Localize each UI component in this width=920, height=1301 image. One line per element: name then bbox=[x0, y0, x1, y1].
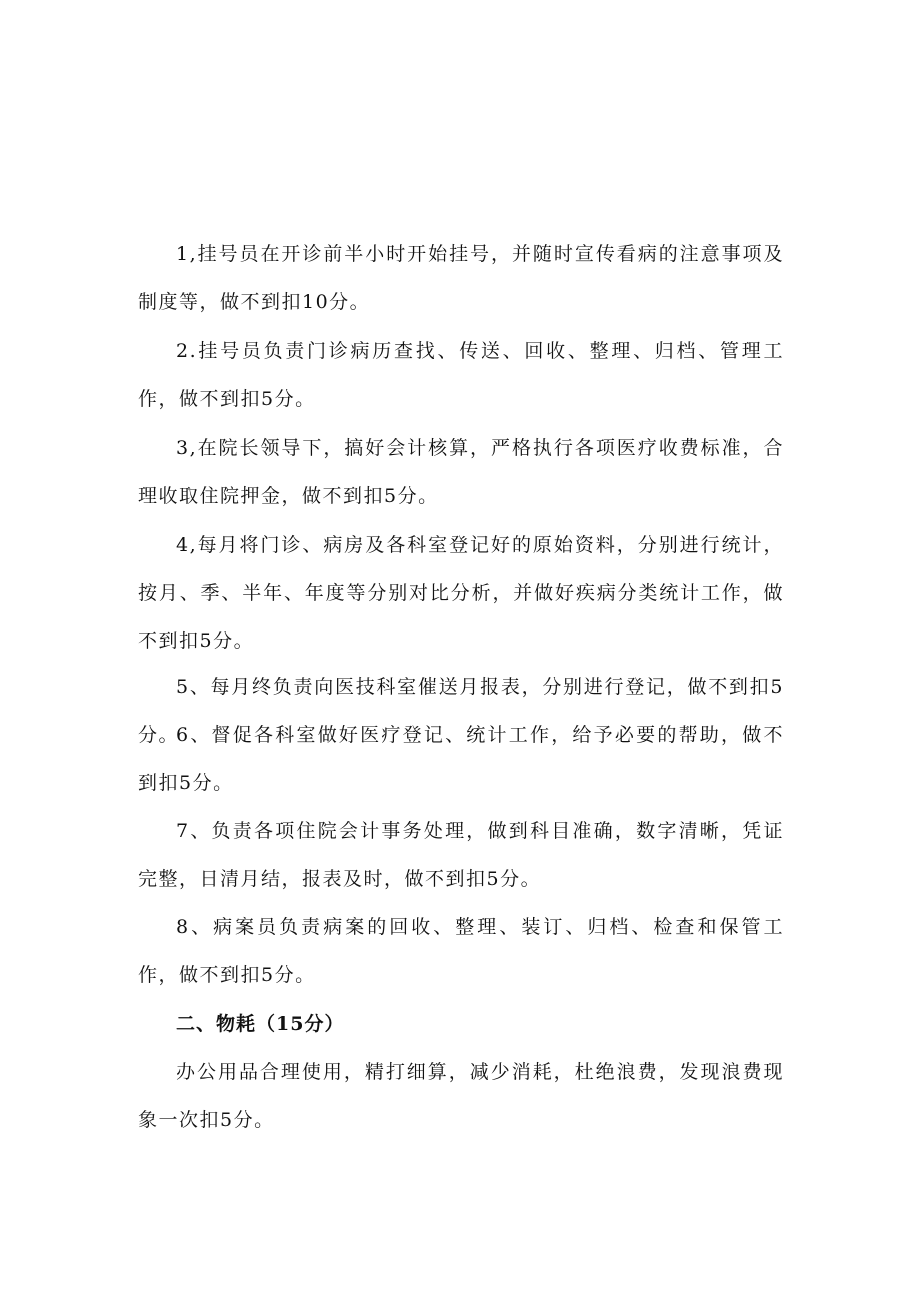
item-7-paragraph: 7、负责各项住院会计事务处理，做到科目准确，数字清晰，凭证完整，日清月结，报表及时，做不到扣5分。 bbox=[138, 820, 784, 890]
section-heading: 二、物耗（15分） bbox=[176, 1013, 345, 1035]
item-5-paragraph: 5、每月终负责向医技科室催送月报表，分别进行登记，做不到扣5分。 bbox=[138, 676, 784, 746]
item-1-paragraph: 1,挂号员在开诊前半小时开始挂号，并随时宣传看病的注意事项及制度等，做不到扣10分。 bbox=[138, 243, 784, 313]
item-3-paragraph: 3,在院长领导下，搞好会计核算，严格执行各项医疗收费标准，合理收取住院押金，做不到扣5分。 bbox=[138, 437, 784, 507]
item-4-paragraph: 4,每月将门诊、病房及各科室登记好的原始资料，分别进行统计，按月、季、半年、年度等分别对比分析，并做好疾病分类统计工作，做不到扣5分。 bbox=[138, 534, 784, 652]
section-body-paragraph: 办公用品合理使用，精打细算，减少消耗，杜绝浪费，发现浪费现象一次扣5分。 bbox=[138, 1061, 784, 1131]
item-2-paragraph: 2.挂号员负责门诊病历查找、传送、回收、整理、归档、管理工作，做不到扣5分。 bbox=[138, 340, 784, 410]
item-8-paragraph: 8、病案员负责病案的回收、整理、装订、归档、检查和保管工作，做不到扣5分。 bbox=[138, 916, 784, 986]
item-6-paragraph: 6、督促各科室做好医疗登记、统计工作，给予必要的帮助，做不到扣5分。 bbox=[138, 724, 784, 794]
